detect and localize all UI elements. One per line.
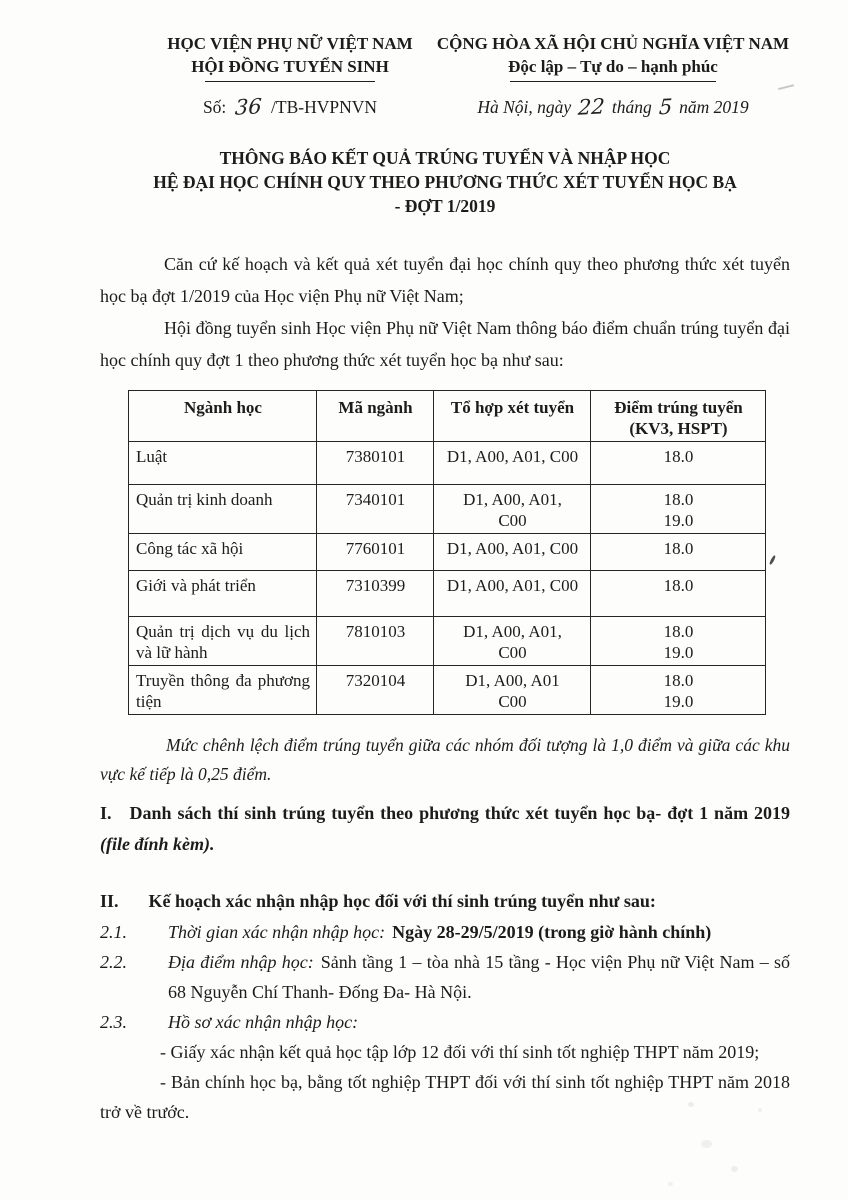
national-motto-block <box>436 32 790 82</box>
cell-major: Truyền thông đa phương tiện <box>129 666 317 715</box>
section-2-heading <box>100 886 790 917</box>
item-2-1-body <box>168 917 790 947</box>
cell-score: 18.0 <box>591 442 766 485</box>
document-date <box>436 95 790 119</box>
col-header-code: Mã ngành <box>317 391 434 442</box>
cell-code: 7760101 <box>317 534 434 571</box>
item-2-2-body <box>168 947 790 1007</box>
document-title <box>100 146 790 218</box>
item-2-3-number: 2.3. <box>100 1012 127 1032</box>
table-row <box>129 617 766 666</box>
table-row <box>129 485 766 534</box>
national-motto: Độc lập – Tự do – hạnh phúc <box>508 57 718 76</box>
item-2-1-value: Ngày 28-29/5/2019 (trong giờ hành chính) <box>392 922 712 942</box>
doc-number-handwritten: 36 <box>234 94 263 120</box>
section-2-number: II. <box>100 891 119 911</box>
cell-major: Công tác xã hội <box>129 534 317 571</box>
cell-score: 18.0 19.0 <box>591 617 766 666</box>
item-2-1-number: 2.1. <box>100 922 127 942</box>
col-header-score-line1: Điểm trúng tuyển <box>614 398 743 417</box>
cell-major: Quản trị kinh doanh <box>129 485 317 534</box>
document-meta-row <box>100 95 790 119</box>
scan-speckle <box>701 1140 712 1148</box>
national-title: CỘNG HÒA XÃ HỘI CHỦ NGHĨA VIỆT NAM <box>436 34 790 53</box>
document-header <box>100 32 790 82</box>
org-underline <box>205 81 375 82</box>
table-row <box>129 442 766 485</box>
date-year: năm 2019 <box>679 97 749 117</box>
item-2-3-body <box>168 1007 790 1037</box>
document-number <box>144 95 436 119</box>
paragraph-basis: Căn cứ kế hoạch và kết quả xét tuyển đại học chính quy theo phương thức xét tuyển học bạ đợt 1/2019 của Học viện Phụ nữ Việt Nam; <box>100 254 790 306</box>
cell-major: Quản trị dịch vụ du lịch và lữ hành <box>129 617 317 666</box>
item-2-2-label: Địa điểm nhập học: <box>168 952 314 972</box>
cell-code: 7320104 <box>317 666 434 715</box>
col-header-combination: Tổ hợp xét tuyển <box>434 391 591 442</box>
cell-code: 7380101 <box>317 442 434 485</box>
table-row <box>129 571 766 617</box>
cell-combination: D1, A00, A01, C00 <box>434 534 591 571</box>
table-row <box>129 666 766 715</box>
issuing-org-block <box>144 32 436 82</box>
cell-major: Luật <box>129 442 317 485</box>
scan-speckle <box>668 1182 673 1186</box>
cell-score: 18.0 <box>591 571 766 617</box>
section-1-attachment-note: (file đính kèm). <box>100 834 215 854</box>
title-line-3: - ĐỢT 1/2019 <box>394 196 496 216</box>
cell-code: 7310399 <box>317 571 434 617</box>
cell-combination: D1, A00, A01, C00 <box>434 485 591 534</box>
cell-combination: D1, A00, A01, C00 <box>434 571 591 617</box>
item-2-2-value: Sảnh tầng 1 – tòa nhà 15 tầng - Học viện Phụ nữ Việt Nam – số 68 Nguyễn Chí Thanh- Đống Đa- Hà Nội. <box>168 952 790 1002</box>
date-day-handwritten: 22 <box>577 94 606 120</box>
paragraph-announcement: Hội đồng tuyển sinh Học viện Phụ nữ Việt Nam thông báo điểm chuẩn trúng tuyển đại học chính quy đợt 1 theo phương thức xét tuyển học bạ như sau: <box>100 318 790 370</box>
section-1-heading <box>100 798 790 860</box>
cell-code: 7810103 <box>317 617 434 666</box>
item-2-1-label: Thời gian xác nhận nhập học: <box>168 922 386 942</box>
item-2-1 <box>100 917 790 947</box>
item-2-3-label: Hồ sơ xác nhận nhập học: <box>168 1012 359 1032</box>
cell-code: 7340101 <box>317 485 434 534</box>
cell-score: 18.0 <box>591 534 766 571</box>
doc-number-suffix: /TB-HVPNVN <box>271 97 378 117</box>
item-2-2 <box>100 947 790 1007</box>
date-prefix: Hà Nội, ngày <box>477 97 572 117</box>
admission-score-table <box>128 390 766 715</box>
motto-underline <box>510 81 716 82</box>
dossier-bullet-1: - Giấy xác nhận kết quả học tập lớp 12 đối với thí sinh tốt nghiệp THPT năm 2019; <box>160 1042 760 1062</box>
col-header-score-line2: (KV3, HSPT) <box>629 419 728 438</box>
cell-combination: D1, A00, A01, C00 <box>434 442 591 485</box>
scan-speckle <box>731 1166 738 1172</box>
date-month-label: tháng <box>611 97 652 117</box>
org-name: HỌC VIỆN PHỤ NỮ VIỆT NAM <box>167 34 413 53</box>
cell-score: 18.0 19.0 <box>591 485 766 534</box>
dossier-bullet-2: - Bản chính học bạ, bằng tốt nghiệp THPT đối với thí sinh tốt nghiệp THPT năm 2018 trở về trước. <box>100 1072 790 1122</box>
cell-score: 18.0 19.0 <box>591 666 766 715</box>
cell-combination: D1, A00, A01 C00 <box>434 666 591 715</box>
title-line-1: THÔNG BÁO KẾT QUẢ TRÚNG TUYỂN VÀ NHẬP HỌC <box>219 148 671 168</box>
cell-major: Giới và phát triển <box>129 571 317 617</box>
section-1-number: I. <box>100 803 112 823</box>
section-2-text: Kế hoạch xác nhận nhập học đối với thí sinh trúng tuyển như sau: <box>148 891 656 911</box>
item-2-3 <box>100 1007 790 1037</box>
col-header-score <box>591 391 766 442</box>
org-committee: HỘI ĐỒNG TUYỂN SINH <box>191 57 389 76</box>
section-1-text: Danh sách thí sinh trúng tuyển theo phương thức xét tuyển học bạ- đợt 1 năm 2019 <box>129 803 790 823</box>
cell-combination: D1, A00, A01, C00 <box>434 617 591 666</box>
item-2-2-number: 2.2. <box>100 952 127 972</box>
table-row <box>129 534 766 571</box>
table-header-row <box>129 391 766 442</box>
pen-mark-artifact <box>769 555 776 565</box>
col-header-major: Ngành học <box>129 391 317 442</box>
score-difference-note: Mức chênh lệch điểm trúng tuyển giữa các nhóm đối tượng là 1,0 điểm và giữa các khu vực kế tiếp là 0,25 điểm. <box>100 735 790 784</box>
date-month-handwritten: 5 <box>658 94 673 120</box>
doc-number-label: Số: <box>202 97 227 117</box>
title-line-2: HỆ ĐẠI HỌC CHÍNH QUY THEO PHƯƠNG THỨC XÉT TUYỂN HỌC BẠ <box>153 172 737 192</box>
